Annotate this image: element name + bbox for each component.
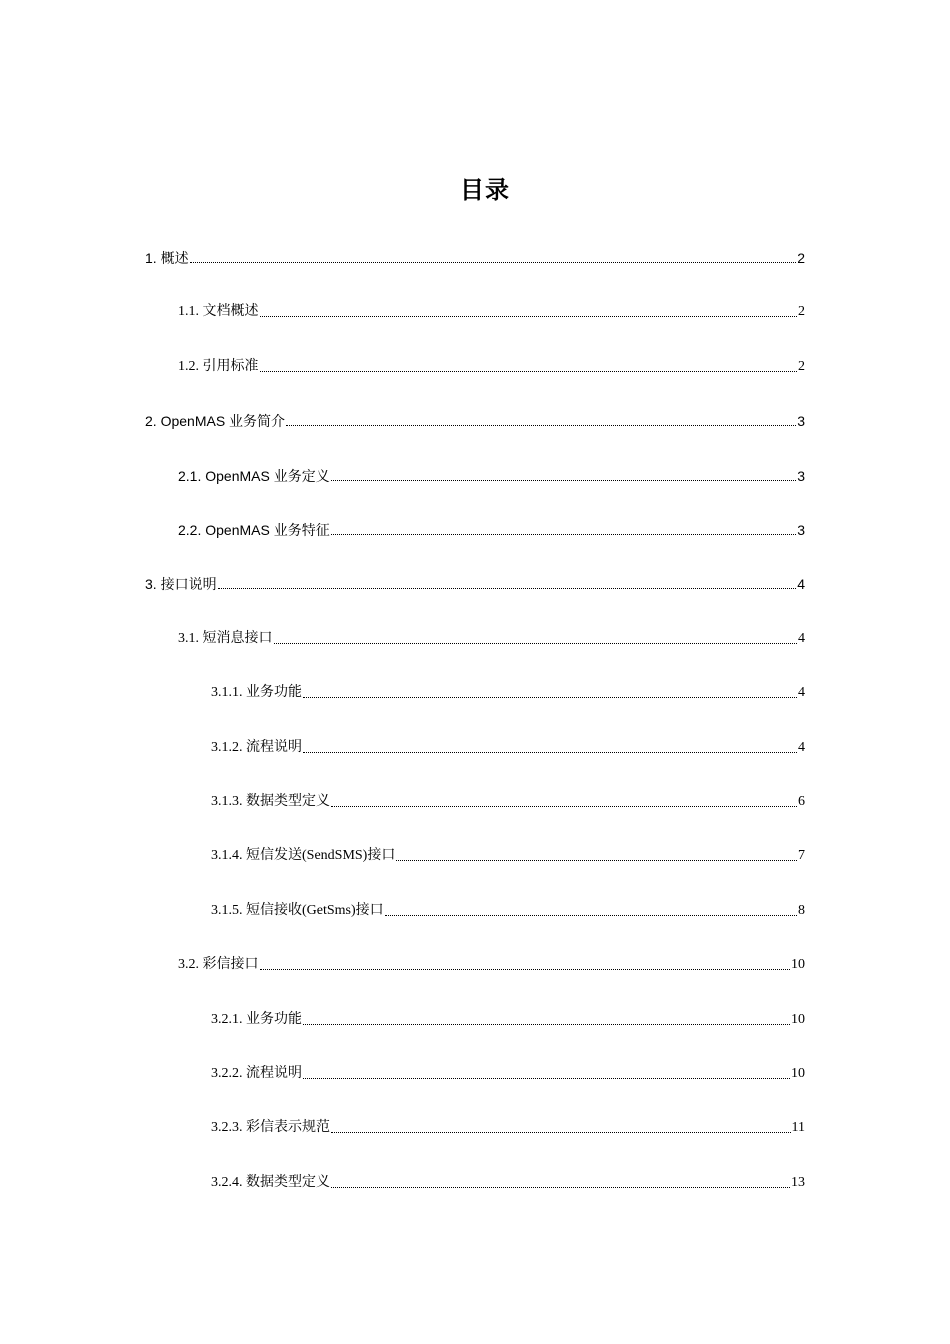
toc-entry[interactable] [145,572,805,594]
toc-entry-label: 数据类型定义 [246,1174,330,1190]
toc-entry-number: 2.1. [178,467,206,484]
toc-entry-page-number: 10 [791,1011,805,1027]
toc-entry-number: 3.1.3. [211,794,246,809]
toc-entry[interactable] [211,736,805,758]
toc-entry[interactable] [211,899,805,921]
toc-entry-page-number: 3 [797,413,805,430]
toc-dot-leader [260,316,798,317]
toc-entry[interactable] [178,627,805,649]
toc-entry[interactable] [178,464,805,486]
toc-entry-page-number: 3 [797,522,805,538]
toc-entry-number: 1. [145,250,161,266]
toc-title: 目录 [460,176,510,204]
toc-entry-number: 2. [145,413,161,430]
toc-entry[interactable] [211,1008,805,1030]
toc-entry-number: 3.2.3. [211,1120,246,1136]
toc-entry-page-number: 10 [791,1066,805,1081]
toc-entry-label: 流程说明 [246,739,302,755]
toc-entry-page-number: 4 [798,685,805,701]
toc-dot-leader [303,752,797,753]
toc-entry[interactable] [211,1171,805,1193]
toc-entry-page-number: 4 [798,739,805,755]
toc-entry[interactable] [178,953,805,975]
toc-entry-label: 业务功能 [246,1011,302,1027]
toc-entry-number: 1.1. [178,304,203,320]
toc-entry[interactable] [178,355,805,377]
toc-entry-label: 引用标准 [202,358,259,374]
toc-entry[interactable] [211,681,805,703]
toc-entry-page-number: 3 [797,467,805,484]
toc-dot-leader [331,806,797,807]
toc-entry-page-number: 2 [798,304,805,320]
toc-entry-label: 短消息接口 [202,630,273,646]
toc-entry-label: OpenMAS 业务定义 [205,467,330,484]
toc-dot-leader [260,969,791,970]
toc-entry-label: 数据类型定义 [246,794,330,809]
toc-dot-leader [218,588,797,589]
toc-entry-page-number: 11 [791,1120,805,1136]
toc-entry-page-number: 13 [791,1174,805,1190]
toc-entry-number: 3.1.5. [211,902,246,918]
toc-entry[interactable] [211,844,805,866]
toc-entry-number: 1.2. [178,358,203,374]
toc-entry-number: 3.1.2. [211,739,246,755]
toc-entry-number: 2.2. [178,522,206,538]
toc-entry-label: OpenMAS 业务特征 [205,522,330,538]
toc-dot-leader [303,697,797,698]
toc-entry[interactable] [211,1116,805,1138]
toc-entry-page-number: 4 [798,630,805,646]
toc-entry-page-number: 4 [797,576,805,593]
toc-entry-label: 短信接收(GetSms)接口 [246,902,384,918]
toc-entry-label: 概述 [160,250,189,266]
toc-entry-label: 文档概述 [202,304,259,320]
toc-entry-label: 短信发送(SendSMS)接口 [246,848,396,864]
toc-entry[interactable] [145,409,805,431]
toc-entry-label: OpenMAS 业务简介 [160,413,286,430]
toc-entry[interactable] [145,246,805,268]
toc-dot-leader [331,1132,791,1133]
toc-dot-leader [190,262,797,263]
toc-entry-number: 3.1. [178,630,203,646]
toc-dot-leader [331,534,796,535]
toc-entry[interactable] [178,518,805,540]
toc-entry-number: 3.1.1. [211,685,246,701]
toc-dot-leader [396,860,797,861]
toc-entry-label: 业务功能 [246,685,302,701]
toc-dot-leader [260,371,798,372]
toc-entry-number: 3.2.2. [211,1066,246,1081]
toc-entry[interactable] [211,790,805,812]
toc-entry-label: 接口说明 [160,576,217,593]
toc-entry[interactable] [178,300,805,322]
toc-dot-leader [303,1078,790,1079]
toc-entry-number: 3.2. [178,957,203,973]
toc-dot-leader [331,480,796,481]
toc-dot-leader [331,1187,790,1188]
toc-entry-page-number: 10 [791,957,805,973]
toc-entry-number: 3.1.4. [211,848,246,864]
toc-entry-page-number: 8 [798,902,805,918]
toc-entry-number: 3.2.4. [211,1174,246,1190]
toc-entry-page-number: 2 [798,358,805,374]
toc-dot-leader [385,915,797,916]
toc-dot-leader [274,643,798,644]
toc-entry-page-number: 6 [798,794,805,809]
toc-entry-number: 3. [145,576,161,593]
toc-entry[interactable] [211,1062,805,1084]
toc-entry-label: 流程说明 [246,1066,302,1081]
toc-entry-number: 3.2.1. [211,1011,246,1027]
toc-entry-label: 彩信接口 [202,957,259,973]
toc-dot-leader [303,1024,790,1025]
toc-dot-leader [286,425,796,426]
toc-entry-page-number: 2 [797,250,805,266]
toc-entry-page-number: 7 [798,848,805,864]
toc-entry-label: 彩信表示规范 [246,1120,330,1136]
